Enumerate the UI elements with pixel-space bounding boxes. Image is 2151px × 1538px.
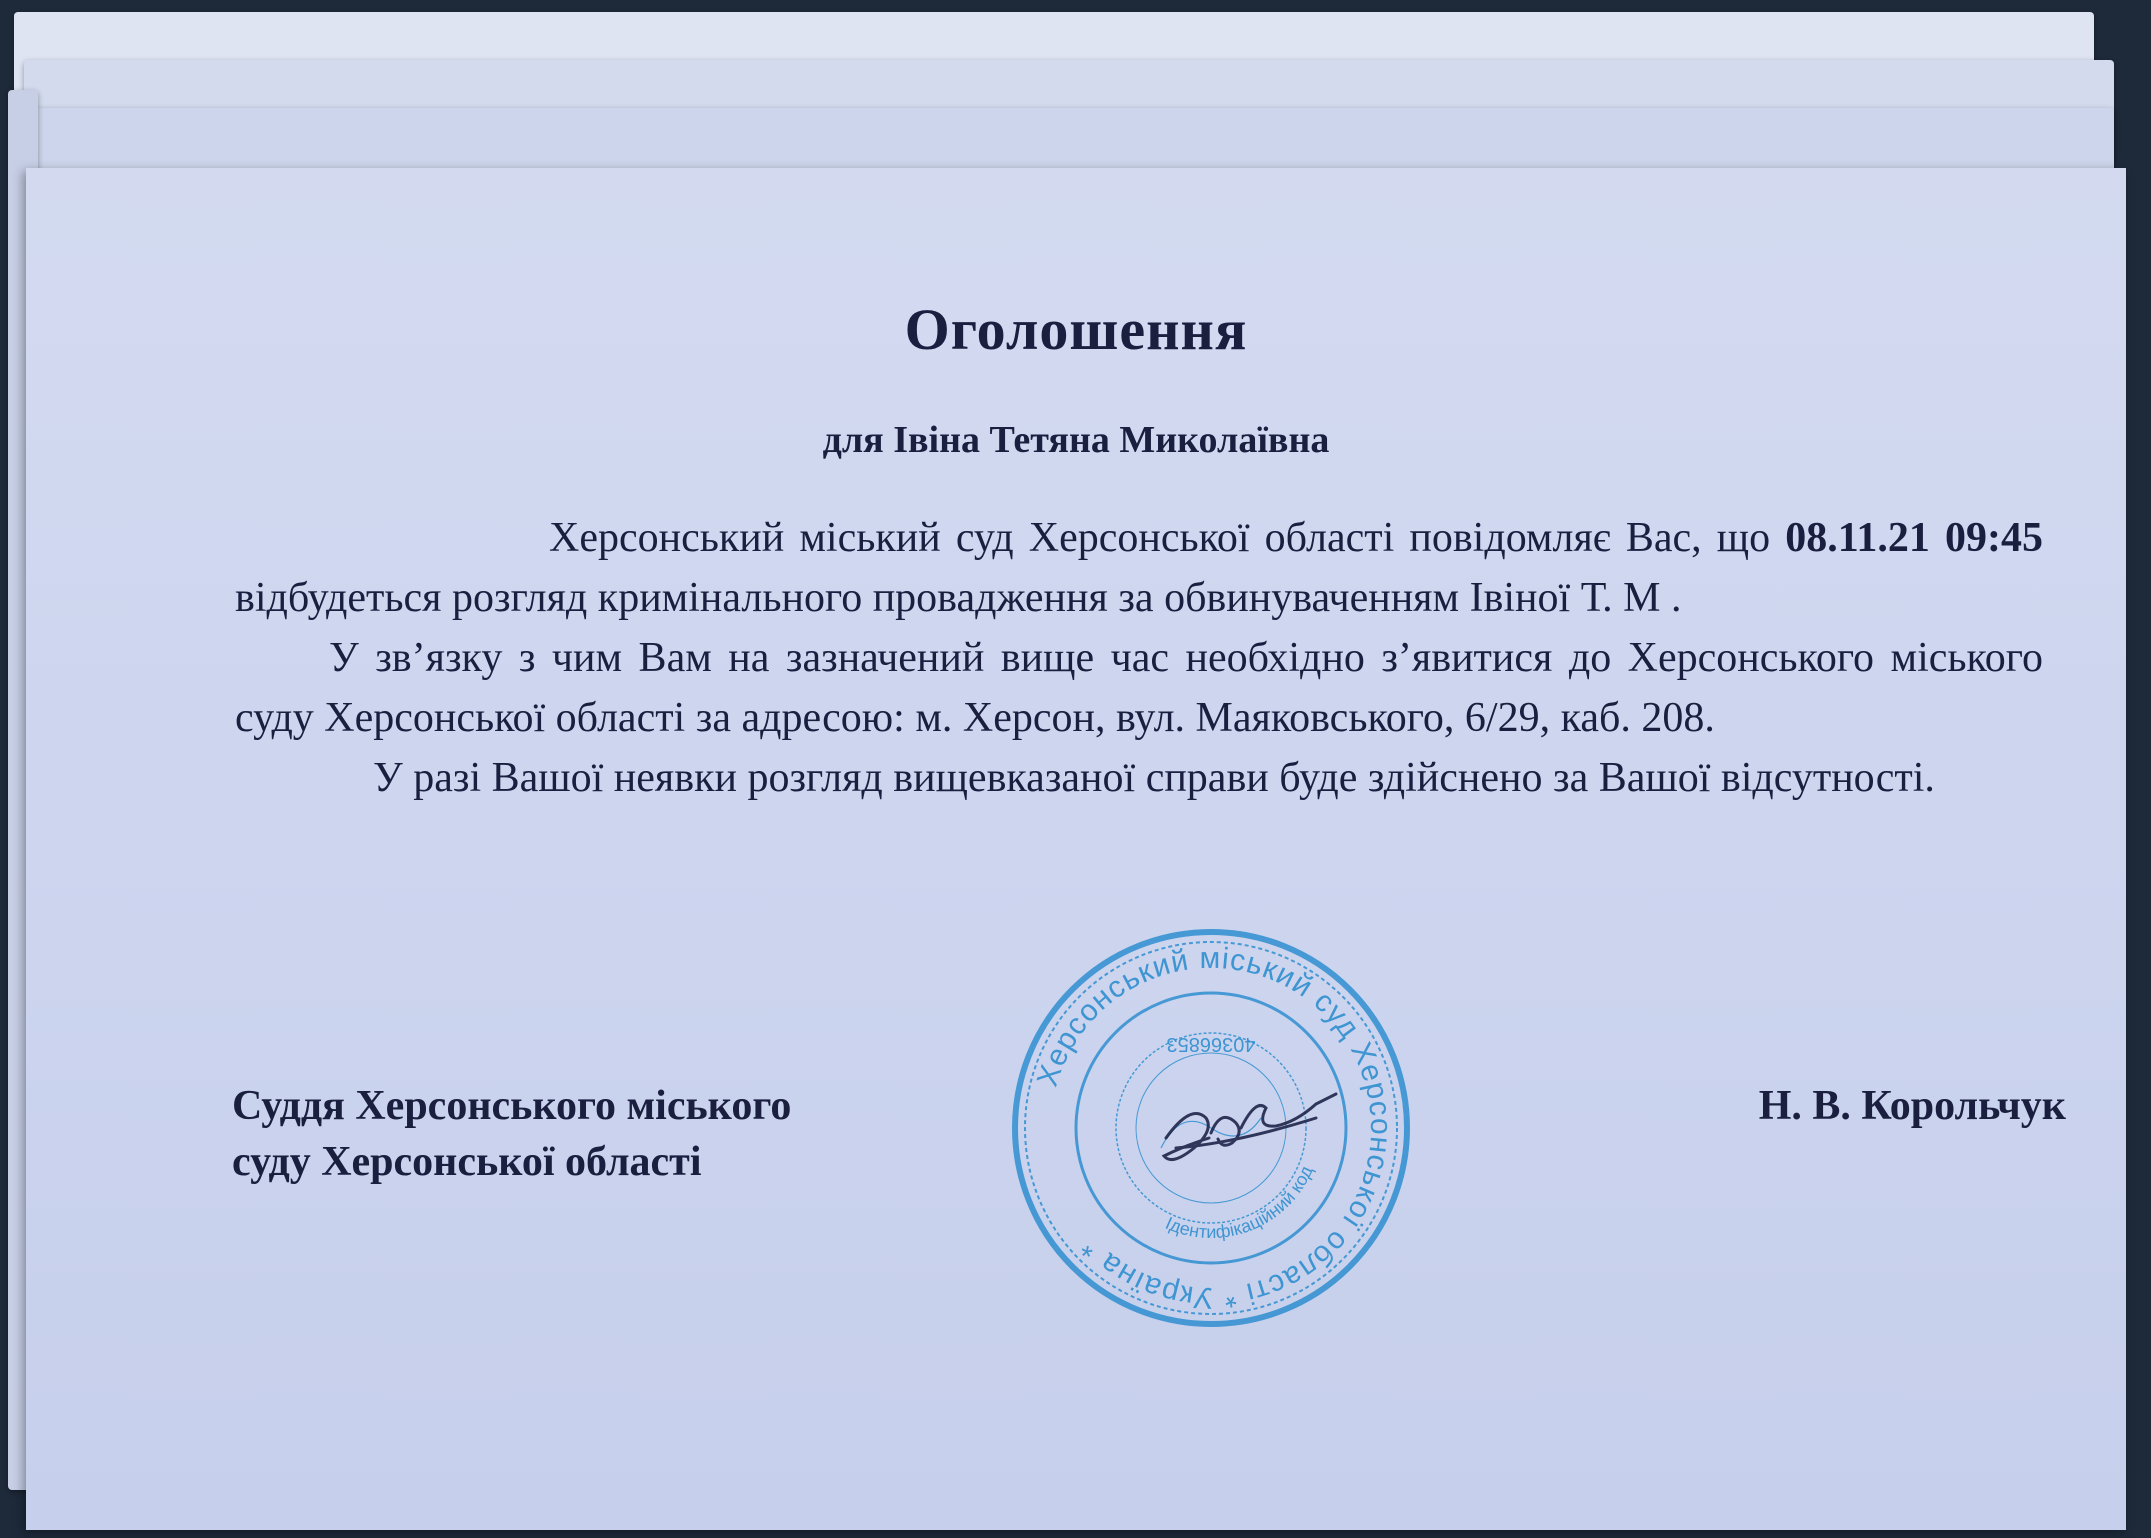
hearing-text-a: Херсонський міський суд Херсонської області повідомляє Вас, що <box>549 515 1786 561</box>
notice-addressee: для Івіна Тетяна Миколаївна <box>822 419 1330 461</box>
stamp-code: 40366853 <box>1166 1033 1256 1055</box>
notice-page <box>26 168 2126 1530</box>
judge-name: Н. В. Корольчук <box>1758 1083 2066 1129</box>
judge-title <box>232 1078 1032 1190</box>
hearing-text-b: відбудеться розгляд кримінального провадження за обвинуваченням Івіної Т. М . <box>235 575 1682 621</box>
hearing-datetime: 08.11.21 09:45 <box>1785 515 2043 561</box>
paragraph-absence: У разі Вашої неявки розгляд вищевказаної справи буде здійснено за Вашої відсутності. <box>373 755 1935 801</box>
stamp-outer-text: Херсонський міський суд Херсонської області * Україна * <box>1030 941 1398 1315</box>
svg-text:Ідентифікаційний код <box>1163 1162 1317 1242</box>
judge-title-line1: Суддя Херсонського міського <box>232 1083 792 1129</box>
notice-body <box>235 508 2043 808</box>
paragraph-hearing <box>235 508 2043 628</box>
signature <box>1164 1094 1336 1160</box>
paragraph-address: У зв’язку з чим Вам на зазначений вище час необхідно з’явитися до Херсонського міського суду Херсонської області за адресою: м. Херсон, вул. Маяковського, 6/29, каб. 208. <box>235 635 2043 741</box>
stamp-inner-text: Ідентифікаційний код <box>1162 1162 1317 1243</box>
court-seal-stamp <box>1001 918 1421 1338</box>
notice-title: Оголошення <box>904 297 1248 362</box>
judge-title-line2: суду Херсонської області <box>232 1139 702 1185</box>
